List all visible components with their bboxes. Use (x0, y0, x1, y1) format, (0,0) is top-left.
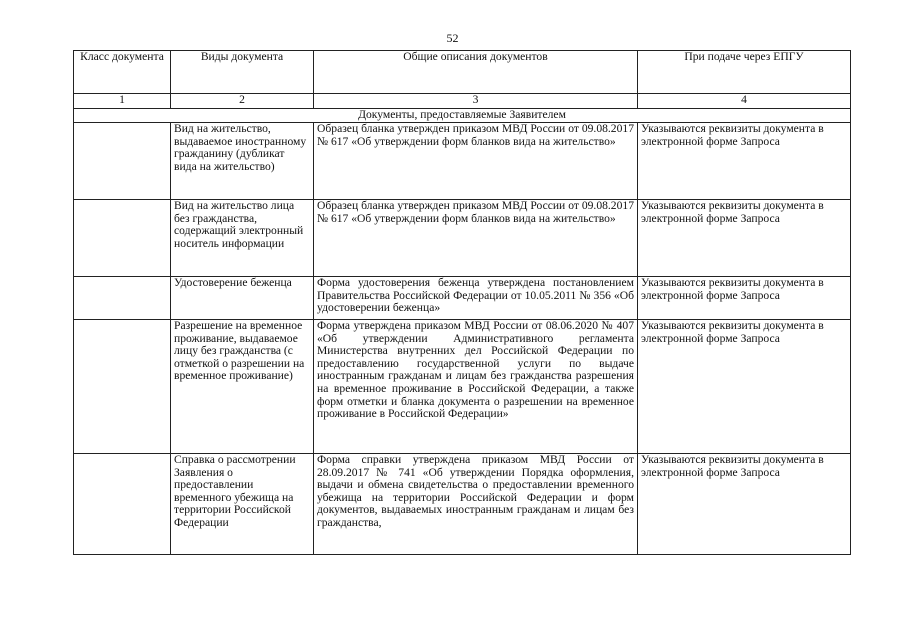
table-header-row (74, 51, 851, 94)
document-description-cell: Форма справки утверждена приказом МВД России от 28.09.2017 № 741 «Об утверждении Порядка оформления, выдачи и обмена свидетельства о предоставлении временного убежища на территории Российской Федерации и форм документов, выдаваемых иностранным гражданам и лицам без гражданства, (314, 454, 638, 555)
epgu-cell: Указываются реквизиты документа в электронной форме Запроса (638, 454, 851, 555)
document-description-cell: Образец бланка утвержден приказом МВД России от 09.08.2017 № 617 «Об утверждении форм бланков вида на жительство» (314, 123, 638, 200)
epgu-cell: Указываются реквизиты документа в электронной форме Запроса (638, 320, 851, 454)
table-row (74, 320, 851, 454)
epgu-cell: Указываются реквизиты документа в электронной форме Запроса (638, 123, 851, 200)
table-row (74, 277, 851, 320)
document-class-cell (74, 454, 171, 555)
header-document-class: Класс документа (74, 51, 171, 94)
column-number: 4 (638, 94, 851, 109)
table-row (74, 123, 851, 200)
document-kind-cell: Справка о рассмотрении Заявления о предоставлении временного убежища на территории Российской Федерации (171, 454, 314, 555)
header-general-descriptions: Общие описания документов (314, 51, 638, 94)
header-epgu-submission: При подаче через ЕПГУ (638, 51, 851, 94)
epgu-cell: Указываются реквизиты документа в электронной форме Запроса (638, 200, 851, 277)
column-number-row (74, 94, 851, 109)
document-description-cell: Форма удостоверения беженца утверждена постановлением Правительства Российской Федерации от 10.05.2011 № 356 «Об удостоверении беженца» (314, 277, 638, 320)
document-class-cell (74, 277, 171, 320)
column-number: 3 (314, 94, 638, 109)
document-kind-cell: Вид на жительство, выдаваемое иностранному гражданину (дубликат вида на жительство) (171, 123, 314, 200)
section-title: Документы, предоставляемые Заявителем (74, 109, 851, 123)
document-class-cell (74, 123, 171, 200)
table-row (74, 454, 851, 555)
page-number: 52 (446, 31, 459, 45)
document-class-cell (74, 200, 171, 277)
document-kind-cell: Удостоверение беженца (171, 277, 314, 320)
documents-table (73, 50, 851, 555)
document-class-cell (74, 320, 171, 454)
section-row (74, 109, 851, 123)
document-description-cell: Форма утверждена приказом МВД России от 08.06.2020 № 407 «Об утверждении Административного регламента Министерства внутренних дел Российской Федерации по предоставлению государственной услуги по выдаче иностранным гражданам и лицам без гражданства разрешения на временное проживание в Российской Федерации, а также форм отметки и бланка документа о разрешении на временное проживание в Российской Федерации» (314, 320, 638, 454)
document-kind-cell: Разрешение на временное проживание, выдаваемое лицу без гражданства (с отметкой о разрешении на временное проживание) (171, 320, 314, 454)
document-description-cell: Образец бланка утвержден приказом МВД России от 09.08.2017 № 617 «Об утверждении форм бланков вида на жительство» (314, 200, 638, 277)
epgu-cell: Указываются реквизиты документа в электронной форме Запроса (638, 277, 851, 320)
column-number: 1 (74, 94, 171, 109)
table-row (74, 200, 851, 277)
column-number: 2 (171, 94, 314, 109)
document-kind-cell: Вид на жительство лица без гражданства, содержащий электронный носитель информации (171, 200, 314, 277)
header-document-kinds: Виды документа (171, 51, 314, 94)
